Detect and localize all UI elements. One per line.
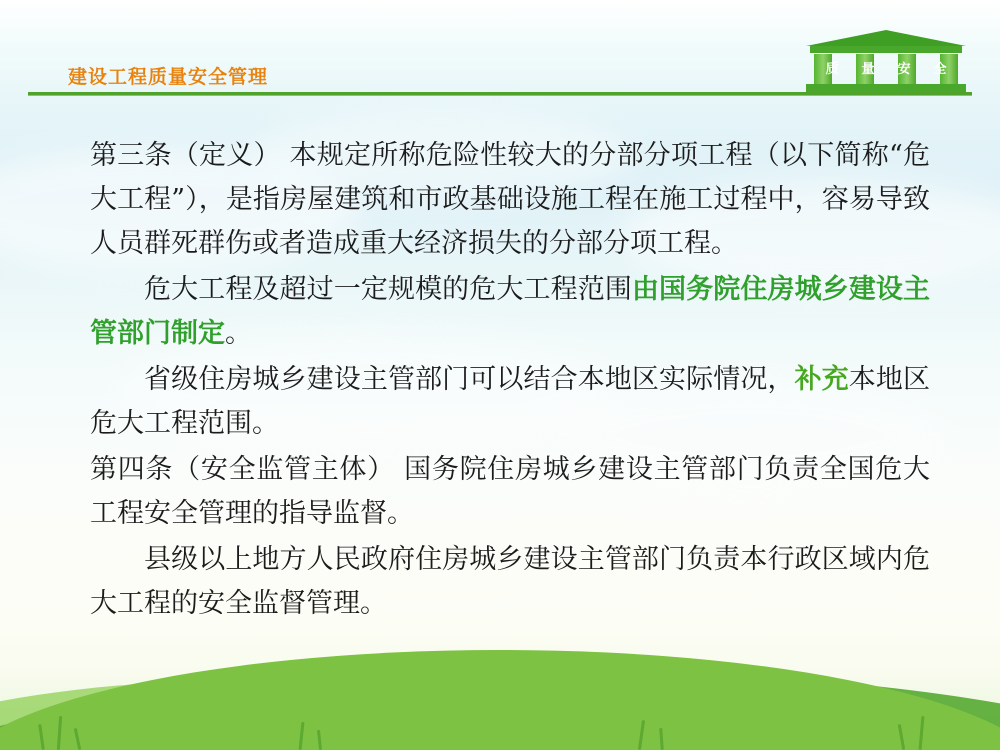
- paragraph-scope-definition: [90, 268, 930, 356]
- paragraph-article-four: [90, 448, 930, 536]
- page-title: 建设工程质量安全管理: [68, 67, 269, 88]
- text-run: 。: [225, 318, 252, 349]
- logo-char: 安: [897, 61, 911, 76]
- slide-header: [0, 0, 1000, 100]
- text-run: 省级住房城乡建设主管部门可以结合本地区实际情况，: [144, 364, 795, 395]
- logo-entablature: [810, 46, 962, 53]
- text-run-highlight: 由国务院住房城乡建设主管部门制定: [90, 274, 931, 349]
- paragraph-local-government: [90, 538, 930, 626]
- text-run: 本地区危大工程范围。: [90, 364, 931, 439]
- logo-char: 量: [861, 61, 875, 76]
- logo-characters: [814, 56, 958, 82]
- paragraph-article-three: [90, 134, 930, 266]
- text-run-highlight: 补充: [794, 364, 849, 395]
- logo-base: [806, 84, 966, 92]
- text-run: 危大工程及超过一定规模的危大工程范围: [144, 274, 632, 305]
- hill-front: [0, 650, 1000, 750]
- temple-logo-icon: [806, 30, 966, 92]
- paragraph-provincial-supplement: [90, 358, 930, 446]
- logo-char: 全: [933, 61, 947, 76]
- text-run: 县级以上地方人民政府住房城乡建设主管部门负责本行政区域内危大工程的安全监督管理。: [90, 544, 930, 619]
- grass-decoration: [0, 640, 1000, 750]
- text-run: 第三条（定义） 本规定所称危险性较大的分部分项工程（以下简称“危大工程”），是指房屋建筑和市政基础设施工程在施工过程中，容易导致人员群死群伤或者造成重大经济损失的分部分项工程。: [90, 140, 930, 259]
- header-divider: [28, 92, 972, 95]
- text-run: 第四条（安全监管主体） 国务院住房城乡建设主管部门负责全国危大工程安全管理的指导监督。: [90, 454, 930, 529]
- slide-body: [90, 134, 930, 628]
- logo-char: 质: [825, 61, 839, 76]
- logo-roof: [806, 30, 966, 46]
